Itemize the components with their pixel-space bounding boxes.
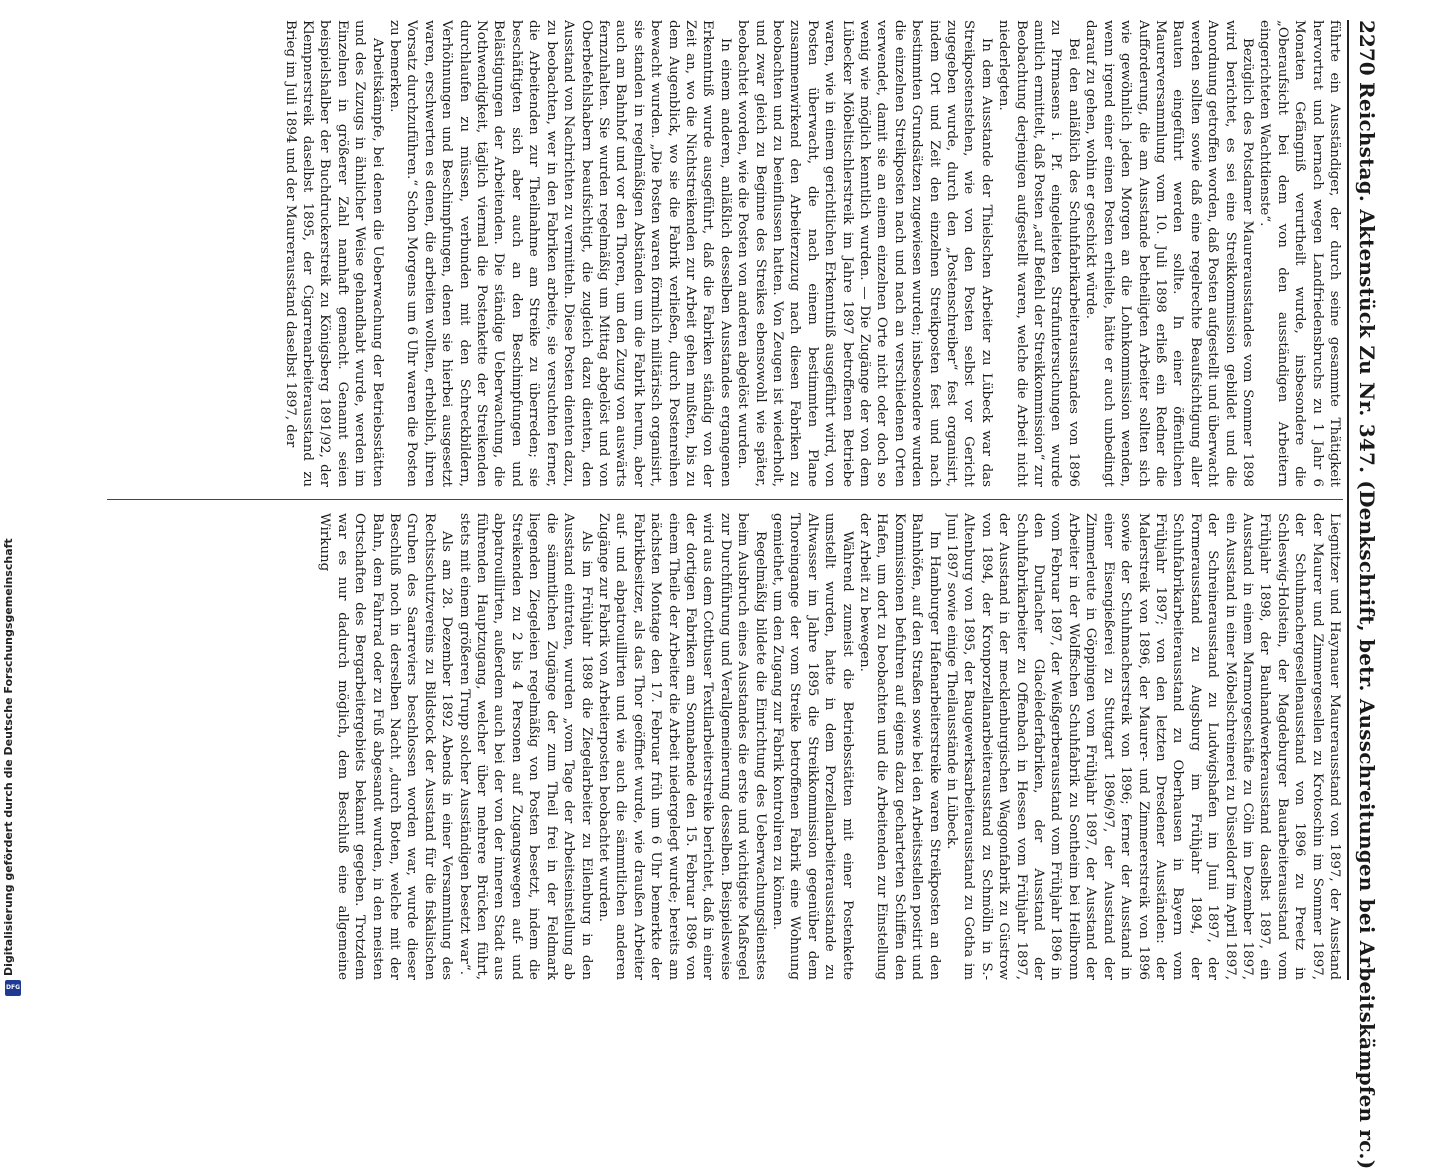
text-column-left bbox=[107, 20, 1343, 487]
paragraph: Als im Frühjahr 1898 die Ziegelarbeiter zu Eilenburg in den Ausstand eintraten, wurden „vom Tage der Arbeitseinstellung ab die sämmtlichen Zugänge der zum Theil frei in der Feldmark liegenden Ziegeleien regelmäßig von Posten besetzt, indem die Streikenden zu 2 bis 4 Personen auf Zugangswegen auf- und abpatrouillirten, außerdem auch bei der von der inneren Stadt aus führenden Hauptzugang, welcher über mehrere Brücken führt, stets mit einem größeren Trupp solcher Ausständigen besetzt war“. bbox=[456, 513, 594, 980]
rotated-document-sheet bbox=[87, 20, 1387, 1169]
paragraph: In einem anderen, anläßlich desselben Ausstandes ergangenen Erkenntniß wurde ausgeführt, daß die Fabriken ständig von der Zeit an, wo die Nichtstreikenden zur Arbeit gehen mußten, bis zu dem Augenblick, wo sie die Fabrik verließen, durch Postenreihen bewacht wurden. „Die Posten waren förmlich militärisch organisirt, sie standen in regelmäßigen Abständen um die Fabrik herum, aber auch am Bahnhof und vor den Thoren, um den Zuzug von auswärts fernzuhalten. Sie wurden regelmäßig um Mittag abgelöst und von Oberbefehlshabern beaufsichtigt, die zugleich dazu dienten, den Ausstand von Nachrichten zu vermitteln. Diese Posten dienten dazu, zu beobachten, wer in den Fabriken arbeite, sie versuchten ferner, die Arbeitenden zur Theilnahme am Streike zu überreden; sie beschäftigten sich aber auch an den Beschimpfungen und Belästigungen der Arbeitenden. Die ständige Ueberwachung, die Nothwendigkeit, täglich viermal die Postenkette der Streikenden durchlaufen zu müssen, verbunden mit den Schreckbildern, Verhöhnungen und Beschimpfungen, denen sie hierbei ausgesetzt waren, erschwerten es denen, die arbeiten wollten, erheblich, ihren Vorsatz durchzuführen.“ Schon Morgens um 6 Uhr waren die Posten zu bemerken. bbox=[387, 20, 733, 487]
column-divider bbox=[107, 499, 1343, 500]
paragraph: Im Hamburger Hafenarbeiterstreike waren Streikposten an den Bahnhöfen, auf den Straßen sowie bei den Arbeitsstellen postirt und Kommissionen befuhren auf eigens dazu gecharterten Schiffen den Hafen, um dort zu beobachten und die Arbeitenden zur Einstellung der Arbeit zu bewegen. bbox=[857, 513, 942, 980]
paragraph: Arbeitskämpfe, bei denen die Ueberwachung der Betriebsstätten und des Zuzugs in ähnlicher Weise gehandhabt wurde, werden im Einzelnen in größerer Zahl namhaft gemacht. Genannt seien beispielshalber der Buchdruckerstreik zu Königsberg 1891/92, der Klempnerstreik daselbst 1895, der Cigarrenarbeiterausstand zu Brieg im Juli 1894 und der Maurerausstand daselbst 1897, der bbox=[282, 20, 385, 487]
page-title: Reichstag. Aktenstück Zu Nr. 347. (Denkschrift, betr. Ausschreitungen bei Arbeitskämpfen rc.) bbox=[1355, 82, 1379, 1169]
dfg-logo-icon: DFG bbox=[5, 980, 21, 996]
paragraph: Während zumeist die Betriebsstätten mit einer Postenkette umstellt wurden, hatte in dem Porzellanarbeiterausstande zu Altwasser im Jahre 1895 die Streikkommission gegenüber dem Thoreingange der vom Streike betroffenen Fabrik eine Wohnung gemiethet, um den Zugang zur Fabrik kontroliren zu können. bbox=[770, 513, 855, 980]
paragraph: Liegnitzer und Haynauer Maurerausstand von 1897, der Ausstand der Maurer und Zimmergesellen zu Krotoschin im Sommer 1897, der Schuhmachergesellenausstand von 1896 zu Preetz in Schleswig-Holstein, der Magdeburger Bauarbeiterausstand vom Frühjahr 1898, der Bauhandwerkerausstand daselbst 1897, ein Ausstand in einem Marmorgeschäfte zu Cöln im Dezember 1897, ein Ausstand in einer Möbelschreinerei zu Düsseldorf im April 1897, der Schreinerausstand zu Ludwigshafen im Juni 1897, der Formerausstand zu Augsburg im Frühjahr 1894, der Schuhfabrikarbeiterausstand zu Oberhausen in Bayern vom Frühjahr 1897; von den letzten Dresdener Ausständen: der Malerstreik von 1896, der Maurer- und Zimmererstreik von 1896 sowie der Schuhmacherstreik von 1896; ferner der Ausstand in einer Eisengießerei zu Stuttgart 1896/97, der Ausstand der Zimmerleute in Göppingen vom Frühjahr 1897, der Ausstand der Arbeiter in der Wolffschen Schuhfabrik zu Sontheim bei Heilbronn vom Februar 1897, der Weißgerberausstand vom Frühjahr 1896 in den Durlacher Glacélederfabriken, der Ausstand der Schuhfabrikarbeiter zu Offenbach in Hessen vom Frühjahr 1897, der Ausstand in der mecklenburgischen Waggonfabrik zu Güstrow von 1894, der Kronporzellanarbeiterausstand zu Schmölln in S.-Altenburg von 1895, der Baugewerksarbeiterausstand zu Gotha im Juni 1897 sowie einige Theilausstände in Lübeck. bbox=[944, 513, 1342, 980]
paragraph: Bezüglich des Potsdamer Maurerausstandes vom Sommer 1898 wird berichtet, es sei eine Streikkommission gebildet und die Anordnung getroffen worden, daß Posten aufgestellt und überwacht werden sollten sowie daß eine regelrechte Beaufsichtigung aller Bauten eingeführt werden sollte. In einer öffentlichen Maurerversammlung vom 10. Juli 1898 erließ ein Redner die Aufforderung, die am Ausstande betheiligten Arbeiter sollten sich wie gewöhnlich jeden Morgen an die Lohnkommission wenden, wenn irgend einer einen Posten erhielte, hätte er auch unbedingt darauf zu gehen, wohin er geschickt würde. bbox=[1083, 20, 1255, 487]
header-rule bbox=[1347, 20, 1349, 980]
credit-text: Digitalisierung gefördert durch die Deutsche Forschungsgemeinschaft bbox=[2, 538, 15, 976]
paragraph: führte ein Ausständiger, der durch seine gesammte Thätigkeit hervortrat und hernach wegen Landfriedensbruchs zu 1 Jahr 6 Monaten Gefängniß verurtheilt wurde, insbesondere die „Oberaufsicht bei dem von den ausständigen Arbeitern eingerichteten Wachtdienste“. bbox=[1257, 20, 1342, 487]
paragraph: Regelmäßig bildete die Einrichtung des Ueberwachungsdienstes beim Ausbruch eines Ausstandes die erste und wichtigste Maßregel zur Durchführung und Verallgemeinerung desselben. Beispielsweise wird aus dem Cottbuser Textilarbeiterstreike berichtet, daß in einer der dortigen Fabriken am Sonnabende den 15. Februar 1896 von einem Theile der Arbeiter die Arbeit niedergelegt wurde; bereits am nächsten Montage den 17. Februar früh um 6 Uhr bemerkte der Fabrikbesitzer, als das Thor geöffnet wurde, wie draußen Arbeiter auf- und abpatrouillirten und wie auch die sämmtlichen anderen Zugänge zur Fabrik von Arbeiterposten beobachtet wurden. bbox=[595, 513, 768, 980]
paragraph: In dem Ausstande der Thielschen Arbeiter zu Lübeck war das Streikpostenstehen, wie von den Posten selbst vor Gericht zugegeben wurde, durch den „Postenschreiber“ fest organisirt, indem Ort und Zeit den einzelnen Streikposten fest und nach bestimmten Grundsätzen zugewiesen wurden; insbesondere wurden die einzelnen Streikposten nach und nach an verschiedenen Orten verwendet, damit sie an einem einzelnen Orte nicht oder doch so wenig wie möglich kenntlich wurden. — Die Zugänge der von dem Lübecker Möbeltischlerstreik im Jahre 1897 betroffenen Betriebe waren, wie in einem gerichtlichen Erkenntniß ausgeführt wird, von Posten überwacht, die nach einem bestimmten Plane zusammenwirkend den Arbeiterzuzug nach diesen Fabriken zu beobachten und zu beeinflussen hatten. Von Zeugen ist wiederholt, und zwar gleich zu Beginne des Streikes ebensowohl wie später, beobachtet worden, wie die Posten von anderen abgelöst wurden. bbox=[735, 20, 994, 487]
running-head bbox=[1353, 20, 1381, 1169]
text-column-right bbox=[107, 513, 1343, 980]
page-number: 2270 bbox=[1355, 20, 1379, 76]
paragraph: Bei den anläßlich des Schuhfabrikarbeiterausstandes von 1896 zu Pirmasens i. Pf. eingeleiteten Strafuntersuchungen wurde amtlich ermittelt, daß Posten „auf Befehl der Streikkommission“ zur Beobachtung derjenigen aufgestellt waren, welche die Arbeit nicht niederlegten. bbox=[996, 20, 1081, 487]
digitization-credit bbox=[2, 538, 24, 999]
paragraph: Als am 28. Dezember 1892 Abends in einer Versammlung des Rechtsschutzvereins zu Bildstock der Ausstand für die fiskalischen Gruben des Saarreviers beschlossen worden war, wurde dieser Beschluß noch in derselben Nacht „durch Boten, welche mit der Bahn, dem Fahrrad oder zu Fuß abgesandt wurden, in den meisten Ortschaften des Bergarbeitergebiets bekannt gegeben. Trotzdem war es nur dadurch möglich, dem Beschluß eine allgemeine Wirkung bbox=[317, 513, 455, 980]
